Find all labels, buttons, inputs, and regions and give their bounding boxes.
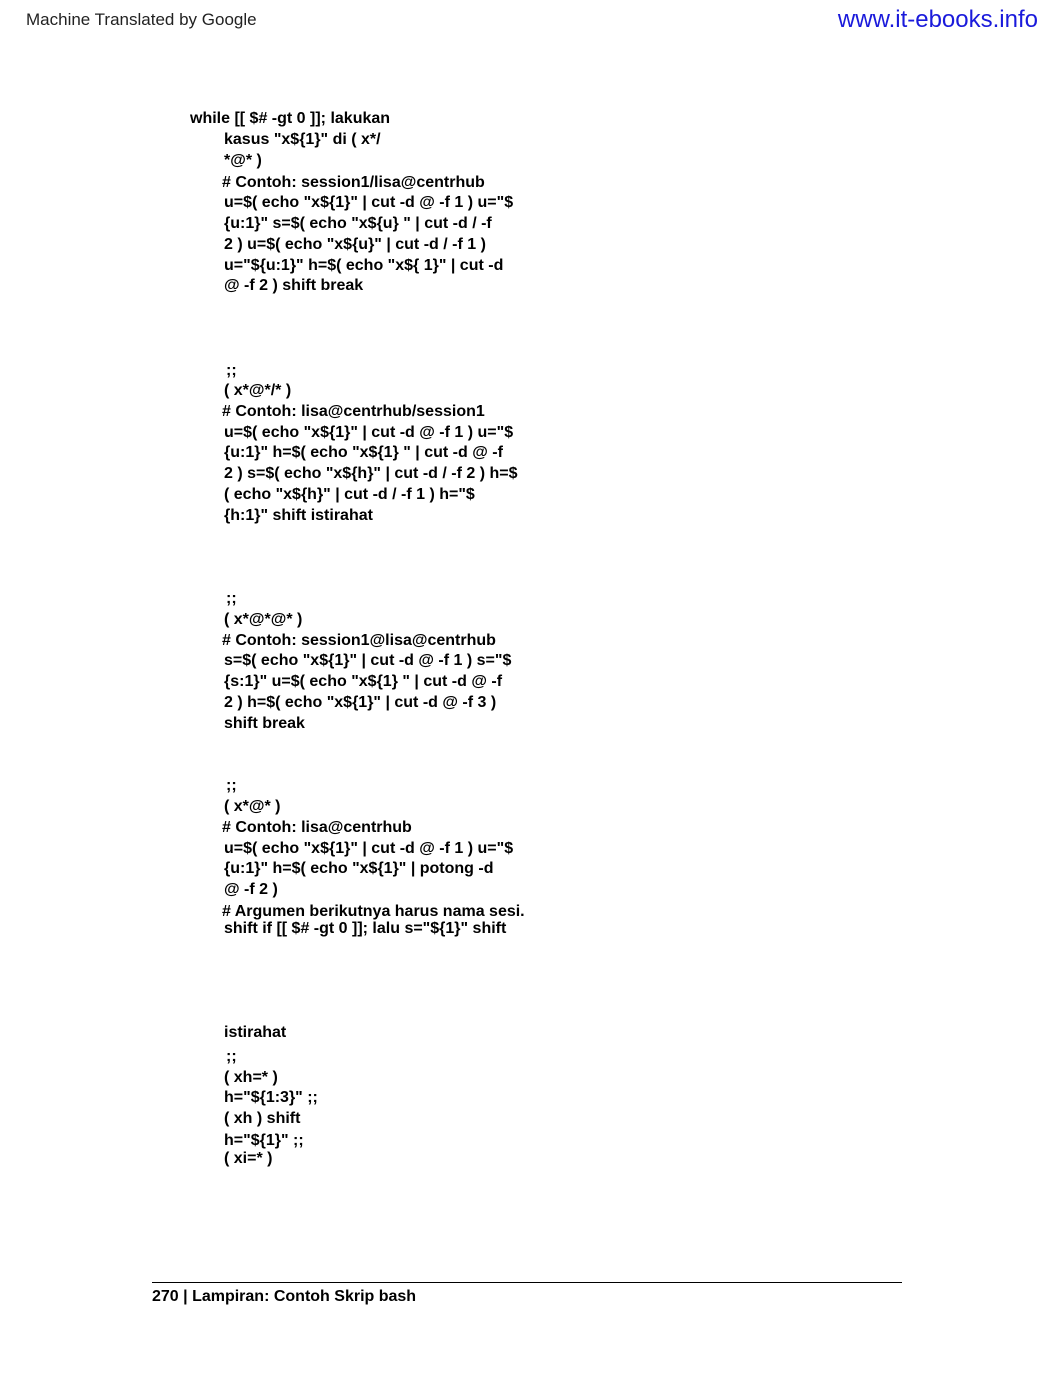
code-line: shift if [[ $# -gt 0 ]]; lalu s="${1}" shift	[224, 920, 507, 937]
code-line: ( xh ) shift	[224, 1110, 301, 1127]
code-line: ( x*@* )	[224, 798, 281, 815]
code-line: ;;	[226, 590, 237, 607]
code-line: # Argumen berikutnya harus nama sesi.	[222, 903, 525, 920]
code-line: kasus "x${1}" di ( x*/	[224, 131, 381, 148]
code-line: ( echo "x${h}" | cut -d / -f 1 ) h="$	[224, 486, 475, 503]
code-line: {s:1}" u=$( echo "x${1} " | cut -d @ -f	[224, 673, 503, 690]
code-line: ( x*@*/* )	[224, 382, 292, 399]
code-line: h="${1:3}" ;;	[224, 1089, 318, 1106]
code-line: 2 ) u=$( echo "x${u}" | cut -d / -f 1 )	[224, 236, 486, 253]
code-line: # Contoh: lisa@centrhub/session1	[222, 403, 485, 420]
machine-translated-label: Machine Translated by Google	[26, 10, 257, 29]
code-line: s=$( echo "x${1}" | cut -d @ -f 1 ) s="$	[224, 652, 512, 669]
page-footer: 270 | Lampiran: Contoh Skrip bash	[152, 1288, 417, 1305]
code-line: ;;	[226, 1048, 237, 1065]
code-line: {h:1}" shift istirahat	[224, 507, 373, 524]
it-ebooks-link[interactable]: www.it-ebooks.info	[837, 6, 1038, 33]
code-line: *@* )	[224, 152, 262, 169]
code-line: {u:1}" s=$( echo "x${u} " | cut -d / -f	[224, 215, 492, 232]
code-line: 2 ) h=$( echo "x${1}" | cut -d @ -f 3 )	[224, 694, 497, 711]
footer-divider	[152, 1282, 902, 1283]
code-line: u=$( echo "x${1}" | cut -d @ -f 1 ) u="$	[224, 194, 514, 211]
code-line: u="${u:1}" h=$( echo "x${ 1}" | cut -d	[224, 257, 504, 274]
code-line: shift break	[224, 715, 305, 732]
code-line: @ -f 2 )	[224, 881, 278, 898]
code-line: # Contoh: session1/lisa@centrhub	[222, 174, 485, 191]
code-line: {u:1}" h=$( echo "x${1} " | cut -d @ -f	[224, 444, 503, 461]
code-line: while [[ $# -gt 0 ]]; lakukan	[190, 110, 391, 127]
code-line: @ -f 2 ) shift break	[224, 277, 364, 294]
code-line: ;;	[226, 362, 237, 379]
code-line: # Contoh: session1@lisa@centrhub	[222, 632, 496, 649]
code-line: {u:1}" h=$( echo "x${1}" | potong -d	[224, 860, 494, 877]
code-line: istirahat	[224, 1024, 287, 1041]
code-line: ( xi=* )	[224, 1150, 273, 1167]
code-line: h="${1}" ;;	[224, 1132, 304, 1149]
code-line: u=$( echo "x${1}" | cut -d @ -f 1 ) u="$	[224, 840, 514, 857]
code-line: ;;	[226, 777, 237, 794]
code-line: u=$( echo "x${1}" | cut -d @ -f 1 ) u="$	[224, 424, 514, 441]
code-line: ( xh=* )	[224, 1069, 278, 1086]
code-line: 2 ) s=$( echo "x${h}" | cut -d / -f 2 ) h=$	[224, 465, 518, 482]
code-line: # Contoh: lisa@centrhub	[222, 819, 412, 836]
code-line: ( x*@*@* )	[224, 611, 303, 628]
